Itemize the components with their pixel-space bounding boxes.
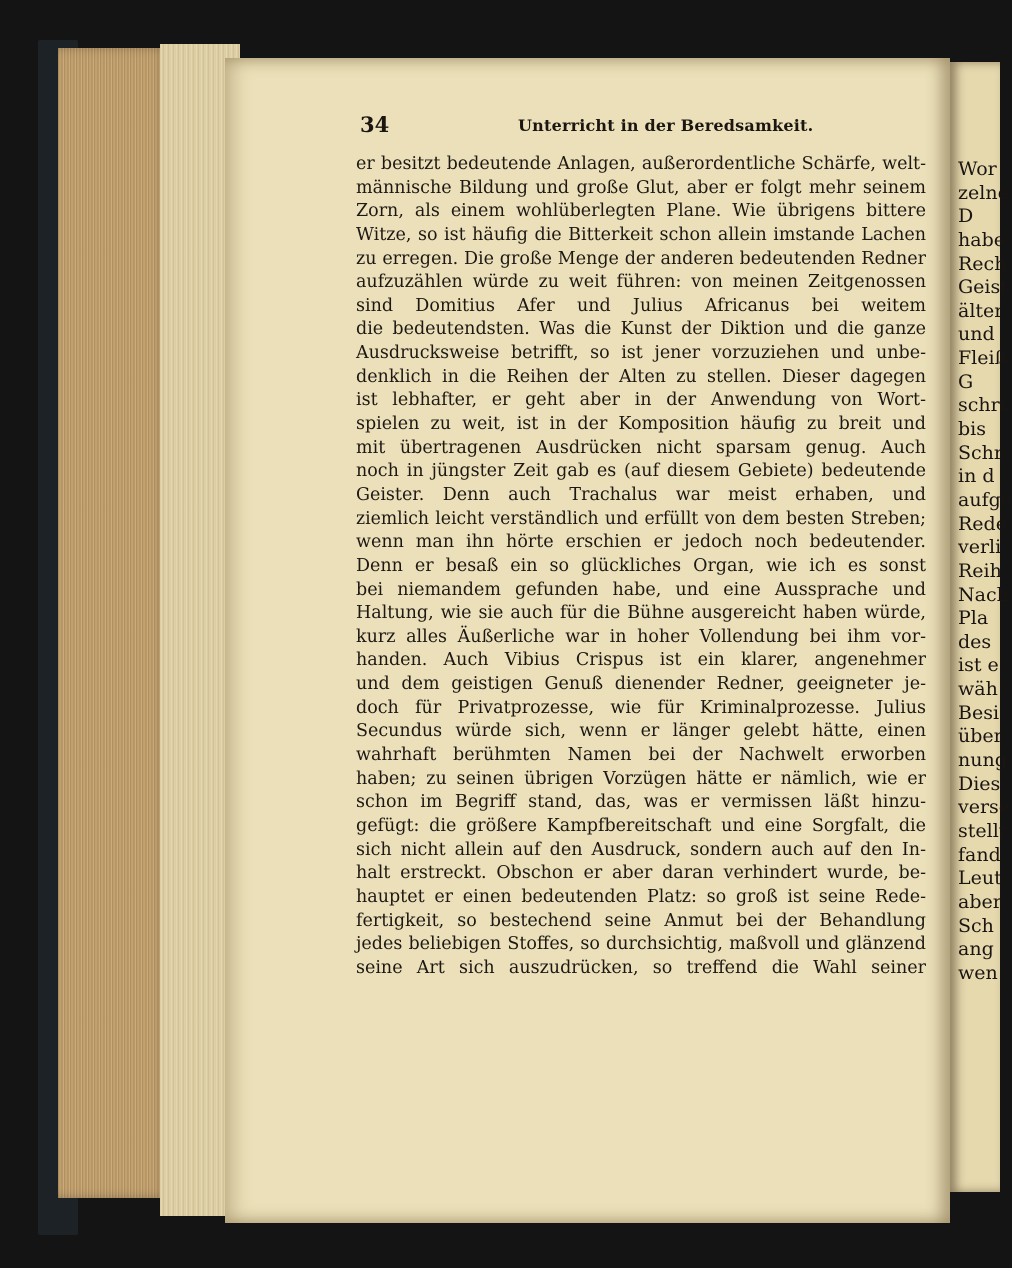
facing-page-fragment: verli <box>958 536 1002 559</box>
text-line: spielen zu weit, ist in der Komposition häufig zu breit und <box>356 414 926 435</box>
text-line: seine Art sich auszudrücken, so treffend die Wahl seiner <box>356 957 926 978</box>
facing-page-fragment: Besi <box>958 701 1000 724</box>
body-text <box>356 153 926 980</box>
facing-page-fragment: aufge <box>958 488 1012 511</box>
text-line: gefügt: die größere Kampfbereitschaft und eine Sorgfalt, die <box>356 815 926 836</box>
text-line: männische Bildung und große Glut, aber er folgt mehr seinem <box>356 177 926 198</box>
text-line: handen. Auch Vibius Crispus ist ein klarer, angenehmer <box>356 650 926 671</box>
text-line: hauptet er einen bedeutenden Platz: so groß ist seine Rede- <box>356 886 926 907</box>
text-line: und dem geistigen Genuß dienender Redner, geeigneter je- <box>356 674 926 695</box>
facing-page-fragment: wen <box>958 961 998 984</box>
facing-page-fragment: aber <box>958 890 1002 913</box>
facing-page-fragment: Schr <box>958 441 1003 464</box>
facing-page-fragment: habe <box>958 228 1005 251</box>
facing-page-fragment: Rede <box>958 512 1007 535</box>
text-line: mit übertragenen Ausdrücken nicht sparsam genug. Auch <box>356 437 926 458</box>
text-line: doch für Privatprozesse, wie für Kriminalprozesse. Julius <box>356 697 926 718</box>
facing-page-fragment: ang <box>958 938 994 961</box>
facing-page-fragment: Reih <box>958 559 1002 582</box>
text-line: halt erstreckt. Obschon er aber daran verhindert wurde, be- <box>356 863 926 884</box>
facing-page-fragment: Wor <box>958 158 997 180</box>
facing-page-fragment: Dies <box>958 772 1001 795</box>
facing-page-fragment: Geist <box>958 276 1008 299</box>
text-line: Haltung, wie sie auch für die Bühne ausgereicht haben würde, <box>356 603 926 624</box>
facing-page-fragment: Pla <box>958 607 989 630</box>
text-line: wahrhaft berühmten Namen bei der Nachwelt erworben <box>356 745 926 766</box>
text-line: Ausdrucksweise betrifft, so ist jener vorzuziehen und unbe- <box>356 343 926 364</box>
page-edges <box>58 48 168 1198</box>
text-line: Secundus würde sich, wenn er länger gelebt hätte, einen <box>356 721 926 742</box>
text-line: sich nicht allein auf den Ausdruck, sondern auch auf den In- <box>356 839 926 860</box>
facing-page-fragment: verse <box>958 796 1011 819</box>
facing-page-fragment: Fleiß <box>958 347 1008 370</box>
text-line: noch in jüngster Zeit gab es (auf diesem Gebiete) bedeutende <box>356 461 926 482</box>
text-line: ziemlich leicht verständlich und erfüllt von dem besten Streben; <box>356 508 926 529</box>
text-line: er besitzt bedeutende Anlagen, außerordentliche Schärfe, welt- <box>356 154 926 174</box>
facing-page <box>950 62 1012 1192</box>
facing-page-fragment: zelne <box>958 181 1009 204</box>
facing-page-fragment: über <box>958 725 1003 748</box>
facing-page-fragment: des <box>958 630 992 653</box>
text-line: haben; zu seinen übrigen Vorzügen hätte er nämlich, wie er <box>356 768 926 789</box>
text-line: aufzuzählen würde zu weit führen: von meinen Zeitgenossen <box>356 272 926 293</box>
text-line: Witze, so ist häufig die Bitterkeit schon allein imstande Lachen <box>356 224 926 245</box>
page-number: 34 <box>360 112 390 137</box>
text-line: denklich in die Reihen der Alten zu stellen. Dieser dagegen <box>356 366 926 387</box>
text-line: ist lebhafter, er geht aber in der Anwendung von Wort- <box>356 390 926 411</box>
facing-page-fragments <box>950 158 1012 985</box>
text-line: Denn er besaß ein so glückliches Organ, wie ich es sonst <box>356 555 926 576</box>
running-head <box>360 112 925 142</box>
facing-page-fragment: in d <box>958 465 995 488</box>
facing-page-fragment: Rech <box>958 252 1007 275</box>
facing-page-fragment: D <box>958 205 974 228</box>
text-line: zu erregen. Die große Menge der anderen bedeutenden Redner <box>356 248 926 269</box>
facing-page-fragment: älter <box>958 299 1004 322</box>
facing-page-fragment: bis <box>958 418 986 441</box>
facing-page-fragment: nung <box>958 749 1007 772</box>
facing-page-fragment: ist e <box>958 654 999 677</box>
facing-page-fragment: und <box>958 323 995 346</box>
facing-page-fragment: G <box>958 370 974 393</box>
text-line: Geister. Denn auch Trachalus war meist erhaben, und <box>356 484 926 505</box>
text-line: wenn man ihn hörte erschien er jedoch noch bedeutender. <box>356 532 926 553</box>
text-line: Zorn, als einem wohlüberlegten Plane. Wie übrigens bittere <box>356 201 926 222</box>
facing-page-fragment: wäh <box>958 678 998 701</box>
text-line: schon im Begriff stand, das, was er vermissen läßt hinzu- <box>356 792 926 813</box>
facing-page-fragment: fand <box>958 843 1001 866</box>
facing-page-fragment: schri <box>958 394 1006 417</box>
text-line: die bedeutendsten. Was die Kunst der Diktion und die ganze <box>356 319 926 340</box>
text-line: jedes beliebigen Stoffes, so durchsichtig, maßvoll und glänzend <box>356 934 926 955</box>
text-line: kurz alles Äußerliche war in hoher Vollendung bei ihm vor- <box>356 626 926 647</box>
facing-page-fragment: Leut <box>958 867 1002 890</box>
facing-page-fragment: Nach <box>958 583 1009 606</box>
facing-page-fragment: Sch <box>958 914 994 937</box>
text-line: fertigkeit, so bestechend seine Anmut bei der Behandlung <box>356 910 926 931</box>
facing-page-fragment: stellt <box>958 819 1007 842</box>
text-line: sind Domitius Afer und Julius Africanus bei weitem <box>356 295 926 316</box>
text-line: bei niemandem gefunden habe, und eine Aussprache und <box>356 579 926 600</box>
running-head-title: Unterricht in der Beredsamkeit. <box>518 116 814 135</box>
